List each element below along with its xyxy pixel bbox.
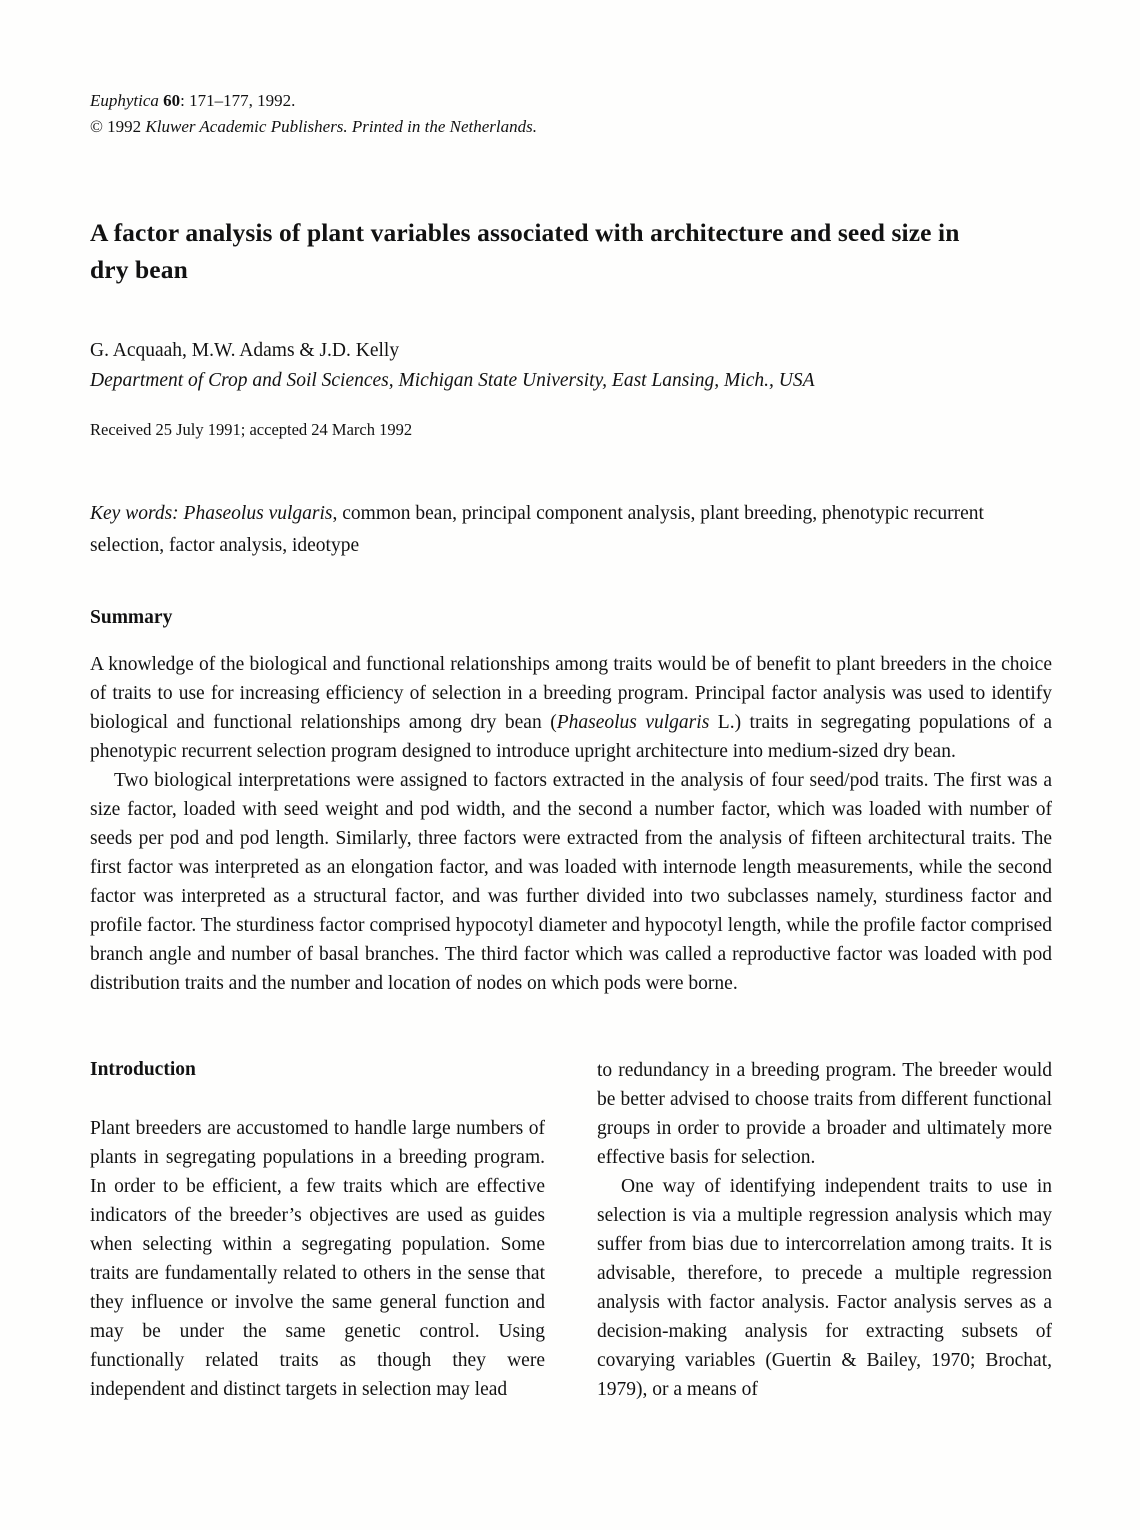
- keywords-list: , common bean, principal component analysis, plant breeding, phenotypic recurrent selection, factor analysis, ideotype: [90, 503, 984, 556]
- summary-p1-text-b: L.) traits in segregating populations of a phenotypic recurrent selection program designed to introduce upright architecture into medium-sized dry bean.: [90, 712, 1052, 762]
- right-column: [597, 1056, 1052, 1404]
- copyright-publisher: Kluwer Academic Publishers. Printed in the Netherlands.: [145, 117, 538, 136]
- left-column: [90, 1056, 545, 1404]
- keywords-species: Phaseolus vulgaris: [183, 503, 333, 524]
- introduction-paragraph-right-1: to redundancy in a breeding program. The breeder would be better advised to choose traits from different functional groups in order to provide a broader and ultimately more effective basis for selection.: [597, 1060, 1052, 1168]
- article-title: A factor analysis of plant variables associated with architecture and seed size in dry bean: [90, 218, 960, 284]
- introduction-paragraph-left: Plant breeders are accustomed to handle large numbers of plants in segregating populations in a breeding program. In order to be efficient, a few traits which are effective indicators of the breeder’s objectives are used as guides when selecting within a segregating population. Some traits are fundamentally related to others in the sense that they influence or involve the same general function and may be under the same genetic control. Using functionally related traits as though they were independent and distinct targets in selection may lead: [90, 1118, 545, 1400]
- journal-citation: [90, 88, 1052, 114]
- introduction-paragraph-right-2: One way of identifying independent traits to use in selection is via a multiple regression analysis which may suffer from bias due to intercorrelation among traits. It is advisable, therefore, to precede a multiple regression analysis with factor analysis. Factor analysis serves as a decision-making analysis for extracting subsets of covarying variables (Guertin & Bailey, 1970; Brochat, 1979), or a means of: [597, 1176, 1052, 1400]
- summary-heading: Summary: [90, 607, 173, 628]
- keywords-block: [90, 498, 1052, 562]
- authors-line: G. Acquaah, M.W. Adams & J.D. Kelly: [90, 340, 400, 361]
- affiliation-line: Department of Crop and Soil Sciences, Michigan State University, East Lansing, Mich., USA: [90, 370, 815, 391]
- summary-body: [90, 650, 1052, 998]
- journal-pages: : 171–177, 1992.: [180, 91, 296, 110]
- copyright-year: © 1992: [90, 117, 146, 136]
- journal-name: Euphytica: [90, 91, 164, 110]
- summary-p1-text-a: A knowledge of the biological and functional relationships among traits would be of benefit to plant breeders in the choice of traits to use for increasing efficiency of selection in a breeding program. Principal factor analysis was used to identify biological and functional relationships among dry bean (: [90, 654, 1052, 733]
- received-dates: Received 25 July 1991; accepted 24 March 1992: [90, 420, 413, 439]
- summary-paragraph-2: Two biological interpretations were assigned to factors extracted in the analysis of four seed/pod traits. The first was a size factor, loaded with seed weight and pod width, and the second a number factor, which was loaded with number of seeds per pod and pod length. Similarly, three factors were extracted from the analysis of fifteen architectural traits. The first factor was interpreted as an elongation factor, and was loaded with internode length measurements, while the second factor was interpreted as a structural factor, and was further divided into two subclasses namely, sturdiness factor and profile factor. The sturdiness factor comprised hypocotyl diameter and hypocotyl length, while the profile factor comprised branch angle and number of basal branches. The third factor which was called a reproductive factor was loaded with pod distribution traits and the number and location of nodes on which pods were borne.: [90, 770, 1052, 994]
- two-column-body: [90, 1056, 1052, 1404]
- journal-volume: 60: [163, 91, 181, 110]
- journal-header: [90, 88, 1052, 140]
- summary-paragraph-1: [90, 650, 1052, 766]
- summary-p1-species: Phaseolus vulgaris: [556, 712, 710, 733]
- introduction-heading: Introduction: [90, 1059, 196, 1080]
- keywords-label: Key words:: [90, 503, 184, 524]
- copyright-line: [90, 114, 1052, 140]
